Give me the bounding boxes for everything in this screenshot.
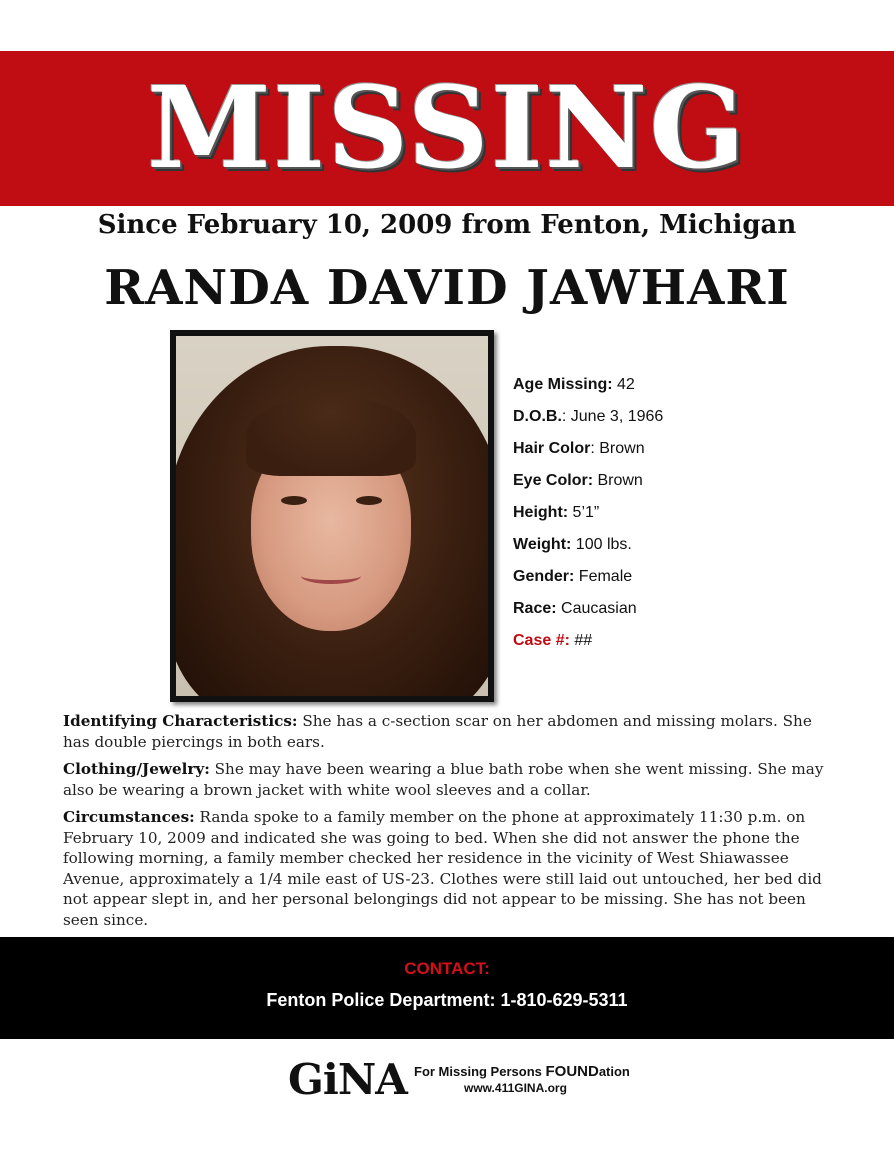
gina-logo (288, 1055, 628, 1105)
fact-race (513, 598, 663, 630)
fact-value: 100 lbs. (571, 536, 632, 553)
section-label: Clothing/Jewelry: (63, 760, 210, 778)
fact-value: Brown (593, 472, 643, 489)
fact-label: Height: (513, 504, 569, 521)
fact-label: D.O.B. (513, 408, 562, 425)
fact-label: Gender: (513, 568, 575, 585)
fact-label: Eye Color: (513, 472, 594, 489)
facts-list (513, 374, 663, 662)
section-text: She may have been wearing a blue bath robe when she went missing. She may also be wearing a brown jacket with white wool sleeves and a collar. (63, 760, 824, 799)
missing-banner (0, 51, 894, 206)
fact-value: ## (569, 632, 593, 649)
banner-title: MISSING (146, 63, 748, 194)
person-name: RANDA DAVID JAWHARI (104, 260, 790, 316)
fact-hair-color (513, 438, 663, 470)
fact-label: Hair Color (513, 440, 591, 457)
circumstances (63, 807, 833, 930)
fact-age-missing (513, 374, 663, 406)
photo-mouth (301, 568, 361, 584)
fact-value: 42 (612, 376, 635, 393)
section-label: Circumstances: (63, 808, 195, 826)
photo-bangs (246, 396, 416, 476)
photo-portrait (176, 336, 488, 696)
section-text: Randa spoke to a family member on the phone at approximately 11:30 p.m. on February 10, 2009 and indicated she was going to bed. When she did not answer the phone the following morning, a family member checked her residence in the vicinity of West Shiawassee Avenue, approximately a 1/4 mile east of US-23. Clothes were still laid out untouched, her bed did not appear slept in, and her personal belongings did not appear to be missing. She has not been seen since. (63, 808, 822, 929)
missing-since-line: Since February 10, 2009 from Fenton, Michigan (97, 210, 797, 240)
gina-logo-mark: GiNA (288, 1055, 407, 1104)
fact-label: Weight: (513, 536, 572, 553)
section-label: Identifying Characteristics: (63, 712, 298, 730)
fact-weight (513, 534, 663, 566)
contact-phone-line: Fenton Police Department: 1-810-629-5311 (266, 990, 628, 1010)
fact-value: Caucasian (556, 600, 637, 617)
fact-gender (513, 566, 663, 598)
fact-value: Female (574, 568, 633, 585)
contact-bar (0, 937, 894, 1039)
gina-url: www.411GINA.org (464, 1081, 567, 1095)
fact-value: 5’1” (568, 504, 600, 521)
fact-case-number (513, 630, 663, 662)
fact-label: Race: (513, 600, 557, 617)
fact-height (513, 502, 663, 534)
tagline-bold: FOUND (545, 1063, 599, 1080)
person-photo (170, 330, 494, 702)
fact-eye-color (513, 470, 663, 502)
photo-eye-left (281, 496, 307, 505)
contact-heading: CONTACT: (404, 959, 490, 978)
fact-label: Age Missing: (513, 376, 613, 393)
identifying-characteristics (63, 711, 833, 752)
section-text: She has a c-section scar on her abdomen and missing molars. She has double piercings in both ears. (63, 712, 812, 751)
fact-dob (513, 406, 663, 438)
tagline-prefix: For Missing Persons (414, 1064, 546, 1079)
fact-value: : Brown (590, 440, 645, 457)
gina-tagline (414, 1063, 630, 1080)
tagline-suffix: ation (598, 1064, 630, 1079)
fact-value: : June 3, 1966 (561, 408, 664, 425)
fact-label: Case #: (513, 632, 570, 649)
photo-eye-right (356, 496, 382, 505)
clothing-jewelry (63, 759, 833, 800)
